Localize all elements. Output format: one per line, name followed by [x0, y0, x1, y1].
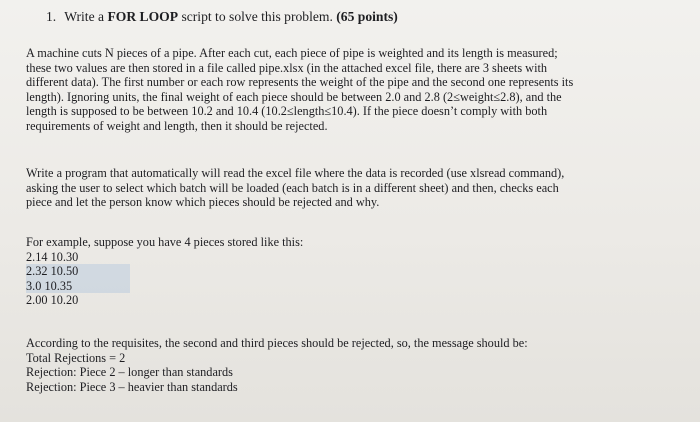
- conclusion-line: According to the requisites, the second and third pieces should be rejected, so, the message should be:: [26, 336, 528, 350]
- question-prefix: Write a: [64, 9, 108, 24]
- paragraph-line: A machine cuts N pieces of a pipe. After each cut, each piece of pipe is weighted and its length is measured;: [26, 46, 558, 60]
- data-row: 2.14 10.30: [26, 249, 79, 264]
- rejection-message: Rejection: Piece 3 – heavier than standards: [26, 379, 238, 394]
- program-paragraph: [26, 166, 564, 210]
- conclusion-block: [26, 336, 528, 394]
- paragraph-line: length is supposed to be between 10.2 and 10.4 (10.2≤length≤10.4). If the piece doesn’t comply with both: [26, 104, 548, 119]
- paragraph-line: asking the user to select which batch will be loaded (each batch is in a different sheet) and then, checks each: [26, 180, 559, 195]
- question-emphasis: FOR LOOP: [107, 9, 179, 24]
- paragraph-line: Write a program that automatically will read the excel file where the data is recorded (use xlsread command),: [26, 166, 565, 180]
- question-heading: [46, 8, 398, 26]
- example-intro: For example, suppose you have 4 pieces stored like this:: [26, 235, 304, 249]
- data-row-highlighted: 2.32 10.50: [26, 264, 130, 279]
- problem-paragraph: [26, 46, 573, 134]
- total-rejections: Total Rejections = 2: [26, 350, 126, 365]
- question-number: 1.: [46, 9, 57, 24]
- question-middle: script to solve this problem.: [178, 9, 337, 24]
- paragraph-line: these two values are then stored in a file called pipe.xlsx (in the attached excel file, there are 3 sheets with: [26, 60, 548, 75]
- paragraph-line: requirements of weight and length, then it should be rejected.: [26, 118, 328, 133]
- rejection-message: Rejection: Piece 2 – longer than standards: [26, 365, 233, 380]
- paragraph-line: length). Ignoring units, the final weight of each piece should be between 2.0 and 2.8 (2≤weight≤2.8), and the: [26, 89, 562, 104]
- data-row-highlighted: 3.0 10.35: [26, 279, 130, 294]
- question-points: (65 points): [336, 9, 398, 24]
- paragraph-line: different data). The first number or each row represents the weight of the pipe and the second one represents its: [26, 75, 574, 90]
- example-block: [26, 235, 303, 308]
- paragraph-line: piece and let the person know which pieces should be rejected and why.: [26, 195, 380, 210]
- data-row: 2.00 10.20: [26, 293, 79, 308]
